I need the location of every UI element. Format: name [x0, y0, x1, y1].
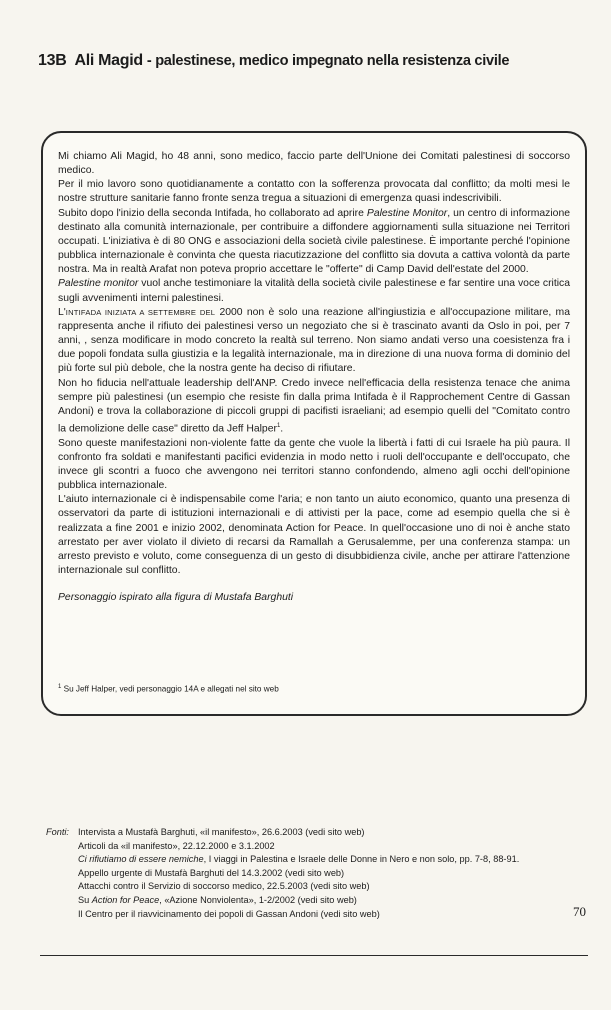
text-run: , «Azione Nonviolenta», 1-2/2002 (vedi sito web) [159, 894, 357, 905]
paragraph: Per il mio lavoro sono quotidianamente a contatto con la sofferenza provocata dal conflitto; da molti mesi le nostre strutture sanitarie fanno fronte senza tregua a situazioni di emergenza quasi indescrivibili. [58, 179, 570, 205]
page-number: 70 [573, 904, 586, 919]
footnote-number: 1 [58, 684, 62, 690]
footnote-ref: 1 [276, 422, 281, 429]
source-item: Appello urgente di Mustafà Barghuti del 14.3.2002 (vedi sito web) [78, 867, 345, 878]
source-title: Ci rifiutiamo di essere nemiche [78, 854, 204, 865]
small-caps-run: INTIFADA INIZIATA A SETTEMBRE DEL [65, 307, 216, 317]
bottom-rule [40, 955, 588, 956]
paragraph: Mi chiamo Ali Magid, ho 48 anni, sono medico, faccio parte dell'Unione dei Comitati palestinesi di soccorso medico. [58, 151, 570, 177]
text-run: , I viaggi in Palestina e Israele delle Donne in Nero e non solo, pp. 7-8, 88-91. [203, 854, 520, 865]
sources-list [46, 826, 546, 921]
text-run: L' [58, 306, 66, 318]
source-item: Attacchi contro il Servizio di soccorso medico, 22.5.2003 (vedi sito web) [78, 881, 370, 892]
sources-section [46, 826, 546, 921]
chapter-code: 13B [38, 52, 67, 69]
text-run: Su [78, 894, 92, 905]
paragraph [58, 306, 570, 377]
paragraph: L'aiuto internazionale ci è indispensabile come l'aria; e non tanto un aiuto economico, quanto una presenza di osservatori da parte di istituzioni internazionali e di attivisti per la pace, come ad esempio quella che si è realizzata a fine 2001 e inizio 2002, denominata Action for Peace. In quell'occasione uno di noi è anche stato arrestato per aver violato il divieto di recarsi da Ramallah a Gerusalemme, per una conferenza stampa: un arresto previsto e voluto, come conseguenza di un gesto di disubbidienza civile, anche per attirare l'attenzione internazionale sul conflitto. [58, 494, 570, 576]
footnote-text: Su Jeff Halper, vedi personaggio 14A e allegati nel sito web [61, 684, 279, 694]
text-run: 2000 non è solo una reazione all'ingiustizia e all'occupazione militare, ma rappresenta anche il rifiuto dei palestinesi verso un negoziato che si è trascinato avanti da Oslo in poi, per 7 anni, , senza modificare in modo concreto la realtà sul terreno. Non siamo andati verso una coesistenza fra i due popoli fondata sulla giustizia e la legalità internazionale, ma in direzione di una nuova forma di dominio del più forte sul più debole, che la nostra gente ha deciso di rifiutare. [58, 306, 570, 375]
source-item: Articoli da «il manifesto», 22.12.2000 e 3.1.2002 [78, 840, 275, 851]
source-item: Il Centro per il riavvicinamento dei popoli di Gassan Andoni (vedi sito web) [78, 908, 380, 919]
character-description: - palestinese, medico impegnato nella resistenza civile [146, 53, 510, 69]
text-run: Non ho fiducia nell'attuale leadership dell'ANP. Credo invece nell'efficacia della resistenza tenace che anima sempre più palestinesi (un esempio che resiste fin dalla prima Intifada è il Rapprochement Centre di Gassan Andoni) e trova la collaborazione di piccoli gruppi di pacifisti israeliani; ad esempio quelli del "Comitato contro la demolizione delle case" diretto da Jeff Halper [58, 377, 570, 435]
source-title: Action for Peace [91, 894, 160, 905]
source-item [78, 853, 546, 867]
testimony-text [58, 150, 570, 605]
signature-note: Personaggio ispirato alla figura di Mustafa Barghuti [58, 592, 294, 604]
text-run: , un centro di informazione destinato alla comunità internazionale, per contribuire a diffondere aggiornamenti sulla situazione nei Territori occupati. L'iniziativa è di 80 ONG e associazioni della società civile palestinese. È importante perché l'opinione pubblica internazionale è convinta che questa riacutizzazione del conflitto sia dovuta a cattiva volontà da parte nostra. Ma in realtà Arafat non poteva proprio accettare le "offerte" di Camp David dell'estate del 2000. [58, 207, 570, 276]
paragraph [58, 377, 570, 437]
paragraph: Sono queste manifestazioni non-violente fatte da gente che vuole la libertà i fatti di cui Israele ha più paura. Il confronto fra soldati e manifestanti pacifici evidenzia in modo netto i ruoli dell'occupante e dell'occupato, che invece gli scontri a fuoco che avvengono nei territori stanno confondendo, almeno agli occhi dell'opinione pubblica internazionale. [58, 437, 570, 492]
paragraph [58, 277, 570, 305]
source-item: Intervista a Mustafà Barghuti, «il manifesto», 26.6.2003 (vedi sito web) [78, 827, 365, 837]
paragraph [58, 207, 570, 278]
text-run: . [280, 423, 284, 435]
italic-title: Palestine Monitor [366, 207, 448, 219]
sources-label: Fonti: [46, 827, 69, 837]
character-name: Ali Magid [74, 52, 143, 69]
text-run: vuol anche testimoniare la vitalità della società civile palestinese e far sentire una voce critica sugli avvenimenti interni palestinesi. [58, 278, 571, 304]
footnote [58, 682, 568, 695]
chapter-heading [38, 52, 598, 70]
italic-title: Palestine monitor [58, 278, 139, 290]
text-run: Subito dopo l'inizio della seconda Intifada, ho collaborato ad aprire [58, 207, 367, 219]
source-item [78, 894, 546, 908]
